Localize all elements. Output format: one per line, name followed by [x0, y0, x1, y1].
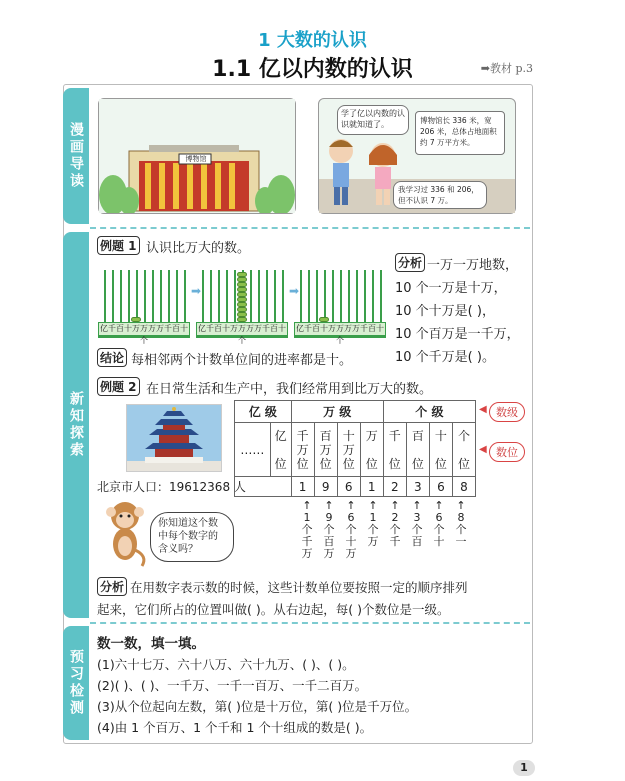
digit-cell: 1 [291, 477, 314, 497]
analysis1-line: 10 个千万是( )。 [395, 350, 495, 365]
section-divider [90, 622, 530, 624]
meaning-column: ↑ 3 个 百 [411, 499, 423, 548]
section-divider [90, 227, 530, 229]
pointer-arrow-icon: ◀ [479, 444, 487, 455]
meaning-column: ↑ 8 个 一 [455, 499, 467, 548]
analysis2-line2: 起来，它们所占的位置叫做( )。从右边起，每( )个数位是一级。 [97, 602, 450, 617]
analysis1-line: 10 个十万是( )， [395, 304, 495, 319]
temple-of-heaven-image [126, 404, 222, 472]
digit-cell: 8 [452, 477, 475, 497]
place-wan: 万 位 [360, 423, 383, 477]
place-baiwan: 百 万 位 [314, 423, 337, 477]
meaning-column: ↑ 9 个 百 万 [323, 499, 335, 560]
digit-cell: 1 [360, 477, 383, 497]
meaning-column: ↑ 6 个 十 [433, 499, 445, 548]
example2-text: 在日常生活和生产中，我们经常用到比万大的数。 [146, 382, 433, 397]
group-ge: 个 级 [383, 401, 475, 423]
place-ge: 个 位 [452, 423, 475, 477]
preview-question-1: (1)六十七万、六十八万、六十九万、( )、( )。 [97, 657, 355, 672]
chapter-title: 1 大数的认识 [258, 30, 367, 51]
digit-cell: 3 [406, 477, 429, 497]
example1-text: 认识比万大的数。 [146, 241, 251, 256]
digit-meanings [288, 500, 476, 570]
tab-new-knowledge: 新知探索 [63, 232, 89, 618]
preview-question-2: (2)( )、( )、一千万、一千一百万、一千二百万。 [97, 678, 368, 693]
abacus-1-label: 亿千百十万万万万千百十个 [100, 324, 188, 345]
pointer-arrow-icon: ◀ [479, 404, 487, 415]
preview-title: 数一数，填一填。 [97, 636, 205, 652]
digit-cell: 6 [429, 477, 452, 497]
place-shiwan: 十 万 位 [337, 423, 360, 477]
tab-preview: 预习检测 [63, 626, 89, 740]
example2-label: 例题 2 [97, 377, 140, 396]
speech-bubble-2: 博物馆长 336 米，宽 206 米，总体占地面积约 7 万平方米。 [415, 111, 505, 155]
conclusion-text: 每相邻两个计数单位间的进率都是十。 [131, 353, 353, 368]
analysis2-line1: 在用数字表示数的时候，这些计数单位要按照一定的顺序排列 [130, 580, 468, 595]
abacus-2-label: 亿千百十万万万万千百十个 [198, 324, 286, 345]
section-title: 1.1 亿以内数的认识 [212, 57, 413, 82]
place-shi: 十 位 [429, 423, 452, 477]
group-yi: 亿 级 [235, 401, 292, 423]
tag-level: 数级 [489, 402, 525, 422]
meaning-column: ↑ 1 个 万 [367, 499, 379, 548]
meaning-column: ↑ 6 个 十 万 [345, 499, 357, 560]
analysis1-label: 分析 [395, 253, 425, 272]
place-yi: 亿 位 [270, 423, 291, 477]
preview-question-3: (3)从个位起向左数，第( )位是十万位，第( )位是千万位。 [97, 699, 418, 714]
digit-cell: 6 [337, 477, 360, 497]
museum-sign: 博物馆 [185, 155, 207, 163]
meaning-column: ↑ 1 个 千 万 [301, 499, 313, 560]
page-number: 1 [513, 760, 535, 776]
place-value-table [234, 400, 476, 497]
abacus-3 [294, 262, 386, 345]
monkey-mascot [102, 498, 148, 568]
group-wan: 万 级 [291, 401, 383, 423]
tab-comic: 漫画导读 [63, 88, 89, 224]
population-caption: 北京市人口：19612368 人 [97, 480, 246, 494]
place-qian: 千 位 [383, 423, 406, 477]
abacus-2 [196, 262, 288, 345]
analysis1-line: 一万一万地数， [427, 258, 519, 273]
monkey-speech-bubble: 你知道这个数中每个数字的含义吗？ [150, 512, 234, 562]
analysis1-line: 10 个一万是十万， [395, 281, 507, 296]
analysis2-label: 分析 [97, 577, 127, 596]
place-qianwan: 千 万 位 [291, 423, 314, 477]
tag-place: 数位 [489, 442, 525, 462]
speech-bubble-1: 学了亿以内数的认识就知道了。 [337, 105, 409, 135]
abacus-1 [98, 262, 190, 345]
abacus-3-label: 亿千百十万万万万千百十个 [296, 324, 384, 345]
textbook-reference: ➡教材 p.3 [480, 62, 533, 75]
analysis1-line: 10 个百万是一千万， [395, 327, 520, 342]
digit-cell: 9 [314, 477, 337, 497]
digit-cell: 2 [383, 477, 406, 497]
place-dots: …… [235, 423, 271, 477]
meaning-column: ↑ 2 个 千 [389, 499, 401, 548]
preview-question-4: (4)由 1 个百万、1 个千和 1 个十组成的数是( )。 [97, 720, 373, 735]
place-bai: 百 位 [406, 423, 429, 477]
comic-panel-kids [318, 98, 516, 214]
arrow-right-icon: ➡ [289, 284, 300, 298]
comic-panel-museum [98, 98, 296, 214]
conclusion-label: 结论 [97, 348, 127, 367]
example1-label: 例题 1 [97, 236, 140, 255]
arrow-right-icon: ➡ [191, 284, 202, 298]
speech-bubble-3: 我学习过 336 和 206，但不认识 7 万。 [393, 181, 487, 209]
